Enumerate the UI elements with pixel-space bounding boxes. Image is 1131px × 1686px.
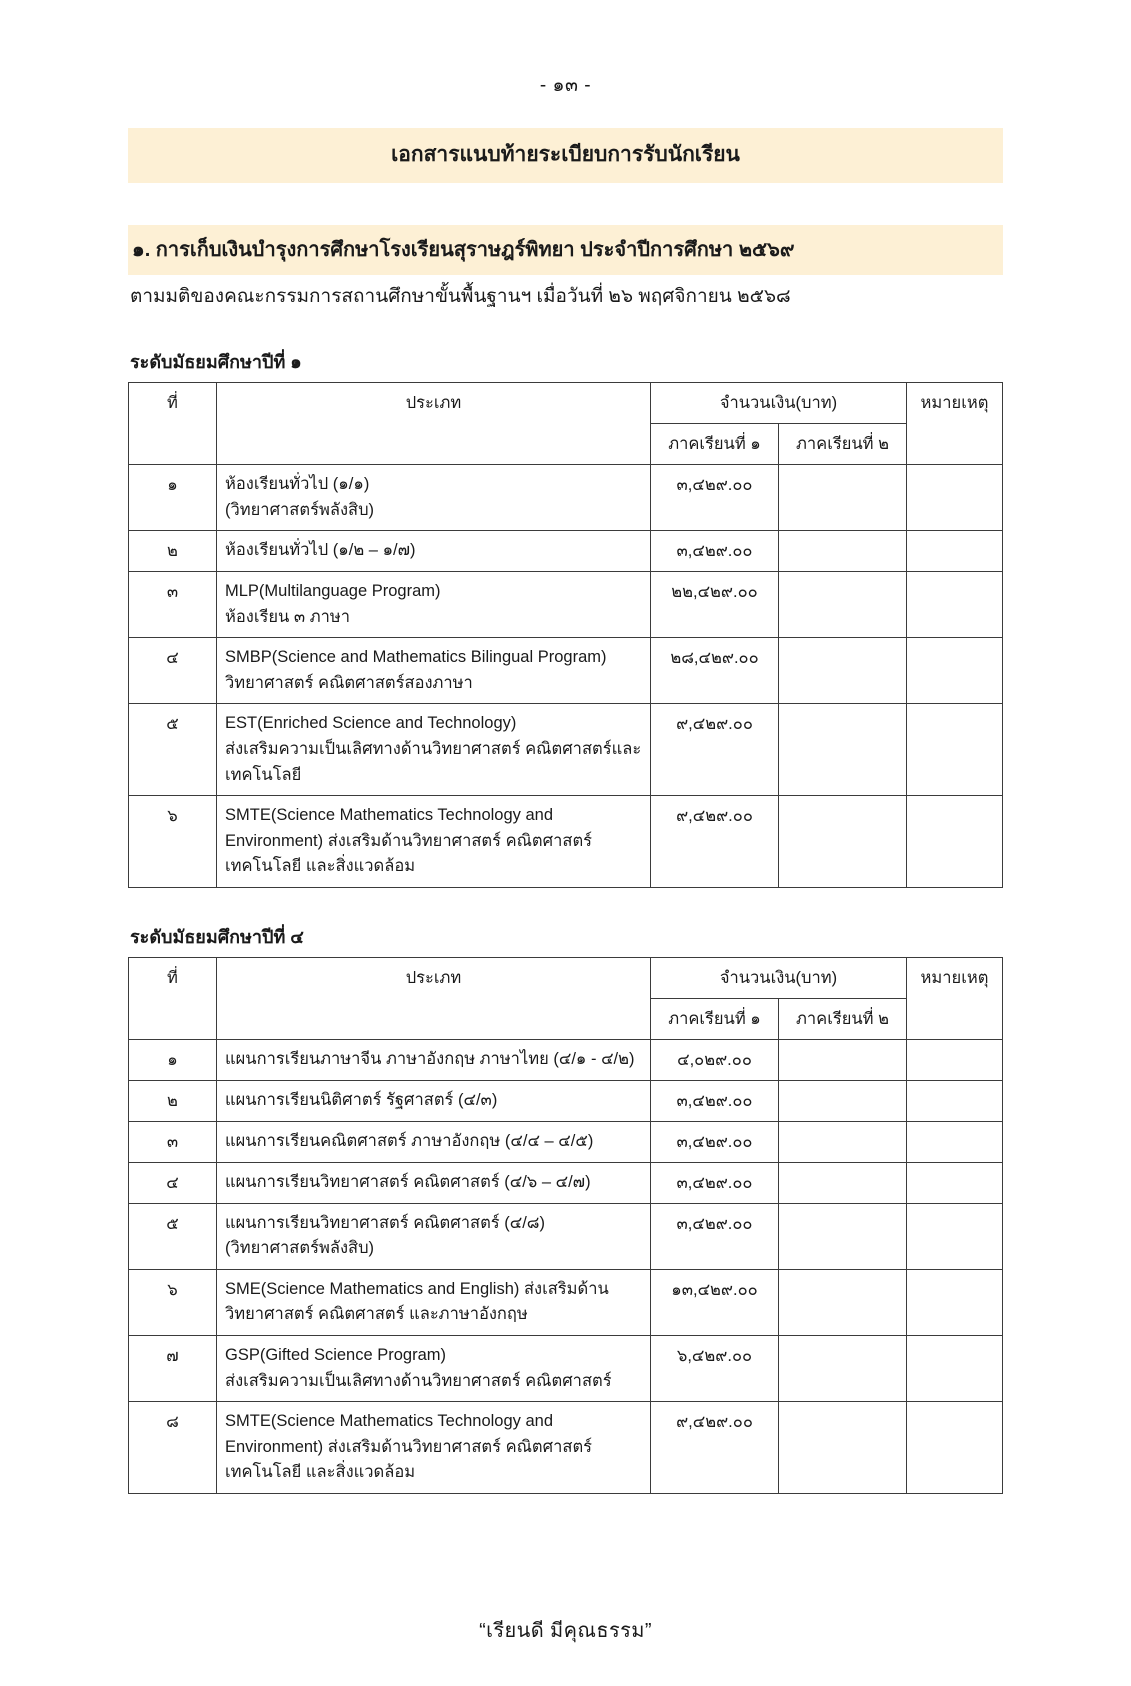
table-row xyxy=(129,1203,1003,1269)
cell-term1-amount: ๔,๐๒๙.๐๐ xyxy=(651,1039,779,1080)
cell-note xyxy=(907,1121,1003,1162)
table-row xyxy=(129,1039,1003,1080)
cell-term2-amount xyxy=(779,1336,907,1402)
cell-type-line: ส่งเสริมความเป็นเลิศทางด้านวิทยาศาสตร์ คณิตศาสตร์และ xyxy=(225,739,642,758)
cell-no: ๑ xyxy=(129,465,217,531)
cell-no: ๗ xyxy=(129,1336,217,1402)
cell-term1-amount: ๖,๔๒๙.๐๐ xyxy=(651,1336,779,1402)
cell-no: ๕ xyxy=(129,1203,217,1269)
cell-type-line: Environment) ส่งเสริมด้านวิทยาศาสตร์ คณิตศาสตร์ xyxy=(225,1437,593,1456)
cell-term1-amount: ๙,๔๒๙.๐๐ xyxy=(651,796,779,888)
cell-term2-amount xyxy=(779,1402,907,1494)
cell-term1-amount: ๒๘,๔๒๙.๐๐ xyxy=(651,638,779,704)
cell-note xyxy=(907,1203,1003,1269)
cell-term1-amount: ๙,๔๒๙.๐๐ xyxy=(651,704,779,796)
cell-term2-amount xyxy=(779,572,907,638)
cell-type xyxy=(217,638,651,704)
cell-no: ๘ xyxy=(129,1402,217,1494)
section-subtitle: ตามมติของคณะกรรมการสถานศึกษาขั้นพื้นฐานฯ เมื่อวันที่ ๒๖ พฤศจิกายน ๒๕๖๘ xyxy=(130,286,791,307)
table-row xyxy=(129,531,1003,572)
cell-type-line: เทคโนโลยี และสิ่งแวดล้อม xyxy=(225,1463,416,1482)
cell-type xyxy=(217,1269,651,1335)
cell-type xyxy=(217,1336,651,1402)
cell-type xyxy=(217,1039,651,1080)
section-title: ๑. การเก็บเงินบำรุงการศึกษาโรงเรียนสุราษฎร์พิทยา ประจำปีการศึกษา ๒๕๖๙ xyxy=(128,225,1003,275)
table-row xyxy=(129,1162,1003,1203)
cell-term2-amount xyxy=(779,796,907,888)
table-row xyxy=(129,638,1003,704)
cell-note xyxy=(907,1269,1003,1335)
cell-type-line: ส่งเสริมความเป็นเลิศทางด้านวิทยาศาสตร์ คณิตศาสตร์ xyxy=(225,1371,612,1390)
table-row xyxy=(129,1269,1003,1335)
cell-type xyxy=(217,1162,651,1203)
cell-term1-amount: ๓,๔๒๙.๐๐ xyxy=(651,1121,779,1162)
footer-quote: “เรียนดี มีคุณธรรม” xyxy=(479,1619,652,1642)
cell-type-line: แผนการเรียนภาษาจีน ภาษาอังกฤษ ภาษาไทย (๔/๑ - ๔/๒) xyxy=(225,1049,635,1068)
cell-note xyxy=(907,704,1003,796)
cell-type-line: SMBP(Science and Mathematics Bilingual Program) xyxy=(225,648,607,667)
table-row xyxy=(129,1080,1003,1121)
cell-term1-amount: ๓,๔๒๙.๐๐ xyxy=(651,465,779,531)
page-number: - ๑๓ - xyxy=(539,75,592,96)
cell-type-line: เทคโนโลยี xyxy=(225,765,302,784)
cell-note xyxy=(907,638,1003,704)
fee-tables-container xyxy=(128,347,1003,1494)
column-header-type: ประเภท xyxy=(217,957,651,1039)
cell-term2-amount xyxy=(779,704,907,796)
cell-note xyxy=(907,531,1003,572)
cell-type-line: SMTE(Science Mathematics Technology and xyxy=(225,1412,554,1431)
table-heading: ระดับมัธยมศึกษาปีที่ ๔ xyxy=(130,926,304,947)
cell-no: ๔ xyxy=(129,638,217,704)
fee-table xyxy=(128,382,1003,888)
cell-term1-amount: ๓,๔๒๙.๐๐ xyxy=(651,1080,779,1121)
cell-note xyxy=(907,1162,1003,1203)
cell-note xyxy=(907,796,1003,888)
document-banner-title: เอกสารแนบท้ายระเบียบการรับนักเรียน xyxy=(128,128,1003,183)
cell-term2-amount xyxy=(779,1039,907,1080)
cell-no: ๓ xyxy=(129,572,217,638)
cell-note xyxy=(907,1336,1003,1402)
cell-type-line: EST(Enriched Science and Technology) xyxy=(225,714,517,733)
column-header-amount-group: จำนวนเงิน(บาท) xyxy=(651,383,907,424)
cell-term2-amount xyxy=(779,1162,907,1203)
column-header-term2: ภาคเรียนที่ ๒ xyxy=(779,998,907,1039)
cell-type-line: ห้องเรียน ๓ ภาษา xyxy=(225,607,351,626)
cell-note xyxy=(907,572,1003,638)
table-row xyxy=(129,1402,1003,1494)
cell-type xyxy=(217,796,651,888)
cell-type xyxy=(217,1203,651,1269)
table-heading: ระดับมัธยมศึกษาปีที่ ๑ xyxy=(130,352,302,372)
column-header-term2: ภาคเรียนที่ ๒ xyxy=(779,424,907,465)
cell-type-line: แผนการเรียนนิติศาตร์ รัฐศาสตร์ (๔/๓) xyxy=(225,1090,498,1109)
column-header-no: ที่ xyxy=(129,957,217,1039)
cell-no: ๕ xyxy=(129,704,217,796)
cell-no: ๒ xyxy=(129,1080,217,1121)
table-header-row xyxy=(129,383,1003,424)
table-row xyxy=(129,1336,1003,1402)
column-header-type: ประเภท xyxy=(217,383,651,465)
cell-type-line: แผนการเรียนคณิตศาสตร์ ภาษาอังกฤษ (๔/๔ – ๔/๕) xyxy=(225,1131,594,1150)
cell-type-line: (วิทยาศาสตร์พลังสิบ) xyxy=(225,500,375,519)
cell-type-line: SME(Science Mathematics and English) ส่งเสริมด้าน xyxy=(225,1279,609,1298)
cell-term1-amount: ๓,๔๒๙.๐๐ xyxy=(651,1162,779,1203)
cell-type xyxy=(217,572,651,638)
cell-term1-amount: ๙,๔๒๙.๐๐ xyxy=(651,1402,779,1494)
table-row xyxy=(129,796,1003,888)
column-header-term1: ภาคเรียนที่ ๑ xyxy=(651,424,779,465)
cell-type-line: GSP(Gifted Science Program) xyxy=(225,1346,446,1364)
cell-no: ๒ xyxy=(129,531,217,572)
cell-type-line: ห้องเรียนทั่วไป (๑/๑) xyxy=(225,475,370,493)
cell-type xyxy=(217,704,651,796)
cell-no: ๖ xyxy=(129,796,217,888)
column-header-term1: ภาคเรียนที่ ๑ xyxy=(651,998,779,1039)
table-row xyxy=(129,465,1003,531)
cell-type-line: วิทยาศาสตร์ คณิตศาสตร์สองภาษา xyxy=(225,673,473,692)
table-row xyxy=(129,1121,1003,1162)
cell-note xyxy=(907,1402,1003,1494)
cell-type xyxy=(217,531,651,572)
cell-no: ๓ xyxy=(129,1121,217,1162)
cell-no: ๑ xyxy=(129,1039,217,1080)
cell-type xyxy=(217,1080,651,1121)
cell-note xyxy=(907,465,1003,531)
column-header-no: ที่ xyxy=(129,383,217,465)
cell-term2-amount xyxy=(779,1203,907,1269)
cell-term2-amount xyxy=(779,531,907,572)
cell-note xyxy=(907,1080,1003,1121)
fee-table xyxy=(128,957,1003,1494)
cell-term2-amount xyxy=(779,1269,907,1335)
cell-term1-amount: ๒๒,๔๒๙.๐๐ xyxy=(651,572,779,638)
cell-type xyxy=(217,1121,651,1162)
cell-type-line: แผนการเรียนวิทยาศาสตร์ คณิตศาสตร์ (๔/๖ – ๔/๗) xyxy=(225,1172,591,1191)
column-header-note: หมายเหตุ xyxy=(907,957,1003,1039)
cell-term1-amount: ๑๓,๔๒๙.๐๐ xyxy=(651,1269,779,1335)
cell-term1-amount: ๓,๔๒๙.๐๐ xyxy=(651,531,779,572)
cell-term2-amount xyxy=(779,465,907,531)
column-header-amount-group: จำนวนเงิน(บาท) xyxy=(651,957,907,998)
cell-type-line: ห้องเรียนทั่วไป (๑/๒ – ๑/๗) xyxy=(225,541,416,560)
cell-type-line: Environment) ส่งเสริมด้านวิทยาศาสตร์ คณิตศาสตร์ xyxy=(225,831,593,850)
column-header-note: หมายเหตุ xyxy=(907,383,1003,465)
cell-type xyxy=(217,1402,651,1494)
cell-term2-amount xyxy=(779,638,907,704)
cell-type xyxy=(217,465,651,531)
table-row xyxy=(129,572,1003,638)
table-row xyxy=(129,704,1003,796)
cell-term2-amount xyxy=(779,1080,907,1121)
cell-type-line: MLP(Multilanguage Program) xyxy=(225,582,441,601)
table-header-row xyxy=(129,957,1003,998)
cell-term1-amount: ๓,๔๒๙.๐๐ xyxy=(651,1203,779,1269)
cell-type-line: เทคโนโลยี และสิ่งแวดล้อม xyxy=(225,857,416,876)
cell-type-line: แผนการเรียนวิทยาศาสตร์ คณิตศาสตร์ (๔/๘) xyxy=(225,1213,546,1232)
cell-note xyxy=(907,1039,1003,1080)
cell-term2-amount xyxy=(779,1121,907,1162)
cell-type-line: วิทยาศาสตร์ คณิตศาสตร์ และภาษาอังกฤษ xyxy=(225,1305,528,1324)
cell-no: ๖ xyxy=(129,1269,217,1335)
cell-type-line: SMTE(Science Mathematics Technology and xyxy=(225,806,554,825)
cell-type-line: (วิทยาศาสตร์พลังสิบ) xyxy=(225,1239,375,1258)
cell-no: ๔ xyxy=(129,1162,217,1203)
